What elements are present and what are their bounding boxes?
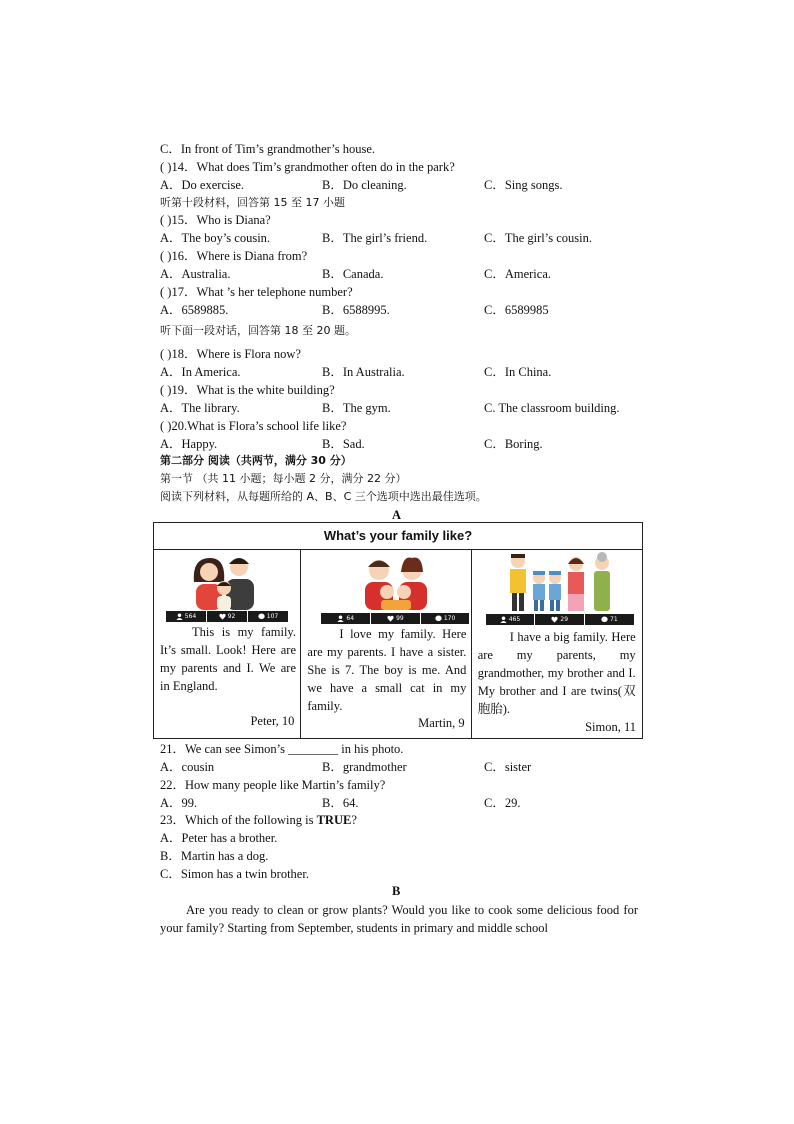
user-icon <box>500 616 507 623</box>
q22-option-a: A．99. <box>160 796 198 810</box>
user-icon <box>337 615 344 622</box>
q18-option-a: A．In America. <box>160 365 241 379</box>
part-two-heading: 第二部分 阅读（共两节，满分 30 分） <box>160 454 352 467</box>
likes-count: 92 <box>227 613 236 620</box>
family-table <box>153 522 643 739</box>
passage-b-text: Are you ready to clean or grow plants? Would you like to cook some delicious food for your family? Starting from September, students in primary and middle school <box>160 903 638 935</box>
q18-option-c: C．In China. <box>484 365 552 379</box>
q15-option-a: A．The boy’s cousin. <box>160 231 271 245</box>
instruction-section-11: 听下面一段对话，回答第 18 至 20 题。 <box>160 324 356 337</box>
table-title: What’s your family like? <box>154 523 643 550</box>
card-text-peter: This is my family. It’s small. Look! Here are my parents and I. We are in England. <box>160 625 296 693</box>
q22-option-c: C．29. <box>484 796 521 810</box>
q22-stem: 22．How many people like Martin’s family? <box>160 778 386 792</box>
q19-option-b: B．The gym. <box>322 401 391 415</box>
q16-option-a: A．Australia. <box>160 267 231 281</box>
q23-option-a: A．Peter has a brother. <box>160 831 278 845</box>
q21-stem: 21．We can see Simon’s ________ in his photo. <box>160 742 404 756</box>
heart-icon <box>219 613 226 620</box>
q20-option-a: A．Happy. <box>160 437 218 451</box>
family-photo-simon-icon <box>506 552 618 614</box>
stats-bar-peter <box>166 611 288 622</box>
q17-stem: ( )17．What ’s her telephone number? <box>160 285 353 299</box>
section-one-heading: 第一节 （共 11 小题；每小题 2 分，满分 22 分） <box>160 472 407 485</box>
q15-option-c: C．The girl’s cousin. <box>484 231 592 245</box>
q18-stem: ( )18．Where is Flora now? <box>160 347 301 361</box>
q16-option-b: B．Canada. <box>322 267 384 281</box>
q19-option-a: A．The library. <box>160 401 240 415</box>
card-martin <box>301 550 471 739</box>
family-photo-martin-icon <box>359 554 433 610</box>
q20-stem: ( )20.What is Flora’s school life like? <box>160 419 347 433</box>
comments-count: 107 <box>266 613 279 620</box>
q19-stem: ( )19．What is the white building? <box>160 383 335 397</box>
q17-option-c: C．6589985 <box>484 303 549 317</box>
q15-stem: ( )15．Who is Diana? <box>160 213 271 227</box>
reading-instruction: 阅读下列材料，从每题所给的 A、B、C 三个选项中选出最佳选项。 <box>160 490 487 503</box>
comments-count: 71 <box>610 616 618 623</box>
q23-option-b: B．Martin has a dog. <box>160 849 269 863</box>
q21-option-b: B．grandmother <box>322 760 407 774</box>
q16-stem: ( )16．Where is Diana from? <box>160 249 308 263</box>
q14-stem: ( )14．What does Tim’s grandmother often do in the park? <box>160 160 455 174</box>
q17-option-a: A．6589885. <box>160 303 229 317</box>
q18-option-b: B．In Australia. <box>322 365 405 379</box>
q16-option-c: C．America. <box>484 267 551 281</box>
stats-bar-simon <box>486 614 634 625</box>
q15-option-b: B．The girl’s friend. <box>322 231 428 245</box>
q23-option-c: C．Simon has a twin brother. <box>160 867 309 881</box>
card-text-simon: I have a big family. Here are my parents, my grandmother, my brother and I. My brother and I are twins(双胞胎). <box>477 630 636 716</box>
comments-count: 170 <box>443 615 456 622</box>
card-simon <box>471 550 642 739</box>
likes-count: 99 <box>396 615 404 622</box>
q17-option-b: B．6588995. <box>322 303 390 317</box>
likes-count: 29 <box>560 616 569 623</box>
followers-count: 465 <box>508 616 521 623</box>
q14-option-a: A．Do exercise. <box>160 178 244 192</box>
family-photo-peter-icon <box>186 552 262 610</box>
q22-option-b: B．64. <box>322 796 359 810</box>
heart-icon <box>387 615 394 622</box>
q19-option-c: C. The classroom building. <box>484 401 620 415</box>
comment-icon <box>258 613 265 620</box>
q13-option-c: C．In front of Tim’s grandmother’s house. <box>160 142 376 156</box>
stats-bar-martin <box>321 613 469 624</box>
instruction-section-10: 听第十段材料，回答第 15 至 17 小题 <box>160 196 345 209</box>
passage-b-label: B <box>392 884 401 898</box>
followers-count: 64 <box>346 615 355 622</box>
q21-option-a: A．cousin <box>160 760 215 774</box>
q14-option-b: B．Do cleaning. <box>322 178 407 192</box>
comment-icon <box>435 615 442 622</box>
q20-option-b: B．Sad. <box>322 437 365 451</box>
card-sign-peter: Peter, 10 <box>250 714 295 728</box>
comment-icon <box>601 616 608 623</box>
card-text-martin: I love my family. Here are my parents. I have a sister. She is 7. The boy is me. And we have a small cat in my family. <box>307 627 467 713</box>
card-peter <box>154 550 301 739</box>
heart-icon <box>551 616 558 623</box>
passage-a-label: A <box>392 508 402 522</box>
q20-option-c: C．Boring. <box>484 437 543 451</box>
card-sign-martin: Martin, 9 <box>418 716 465 730</box>
followers-count: 564 <box>184 613 197 620</box>
q14-option-c: C．Sing songs. <box>484 178 563 192</box>
user-icon <box>176 613 183 620</box>
card-sign-simon: Simon, 11 <box>585 720 636 734</box>
q23-stem: 23．Which of the following is TRUE? <box>160 813 357 827</box>
q21-option-c: C．sister <box>484 760 532 774</box>
